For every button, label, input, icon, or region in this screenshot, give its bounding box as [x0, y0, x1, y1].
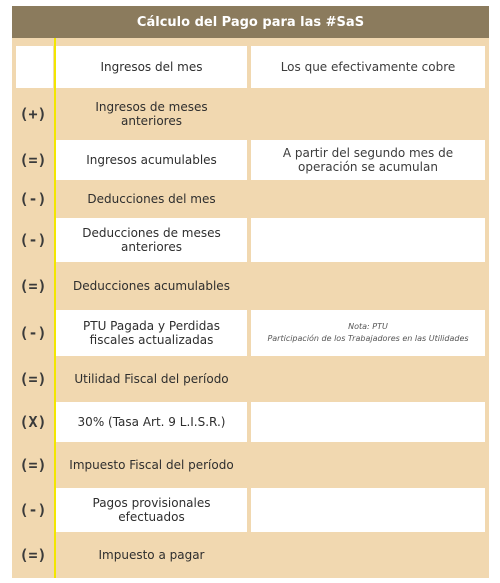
operator-sign: (=): [19, 151, 47, 169]
operator-sign: (-): [19, 501, 47, 519]
row-label-impuesto-fiscal: Impuesto Fiscal del período: [69, 458, 234, 472]
operator-sign: (-): [19, 324, 47, 342]
row-note: Los que efectivamente cobre: [251, 46, 485, 88]
operator-sign: (=): [19, 546, 47, 564]
operator-sign: (=): [19, 277, 47, 295]
operator-cell: [16, 46, 53, 88]
operator-sign: (-): [19, 231, 47, 249]
row-note: [251, 402, 485, 442]
ptu-note: [251, 310, 485, 356]
yellow-divider-line: [54, 38, 56, 578]
row-note: [251, 488, 485, 532]
row-label-ingresos-acumulables: Ingresos acumulables: [56, 140, 247, 180]
operator-sign: (-): [19, 190, 47, 208]
row-label-ingresos-meses-anteriores: Ingresos de meses anteriores: [95, 100, 208, 128]
operator-sign: (X): [19, 413, 47, 431]
tax-calculation-table: [12, 6, 489, 578]
operator-sign: (=): [19, 370, 47, 388]
row-label-pagos-provisionales: Pagos provisionales efectuados: [56, 488, 247, 532]
row-label-deducciones-del-mes: Deducciones del mes: [87, 192, 216, 206]
ptu-note-title: Nota: PTU: [348, 322, 388, 331]
row-note: A partir del segundo mes de operación se acumulan: [251, 140, 485, 180]
row-note: [251, 218, 485, 262]
row-label-tasa: 30% (Tasa Art. 9 L.I.S.R.): [56, 402, 247, 442]
row-label-deducciones-meses-anteriores: Deducciones de meses anteriores: [56, 218, 247, 262]
row-label-ptu-perdidas: PTU Pagada y Perdidas fiscales actualizadas: [56, 310, 247, 356]
ptu-note-body: Participación de los Trabajadores en las Utilidades: [267, 334, 469, 343]
table-title: Cálculo del Pago para las #SaS: [12, 6, 489, 38]
row-label-deducciones-acumulables: Deducciones acumulables: [73, 279, 230, 293]
operator-sign: (+): [19, 105, 47, 123]
row-label-utilidad-fiscal: Utilidad Fiscal del período: [74, 372, 229, 386]
row-label-impuesto-a-pagar: Impuesto a pagar: [98, 548, 205, 562]
row-label-ingresos-del-mes: Ingresos del mes: [56, 46, 247, 88]
operator-sign: (=): [19, 456, 47, 474]
